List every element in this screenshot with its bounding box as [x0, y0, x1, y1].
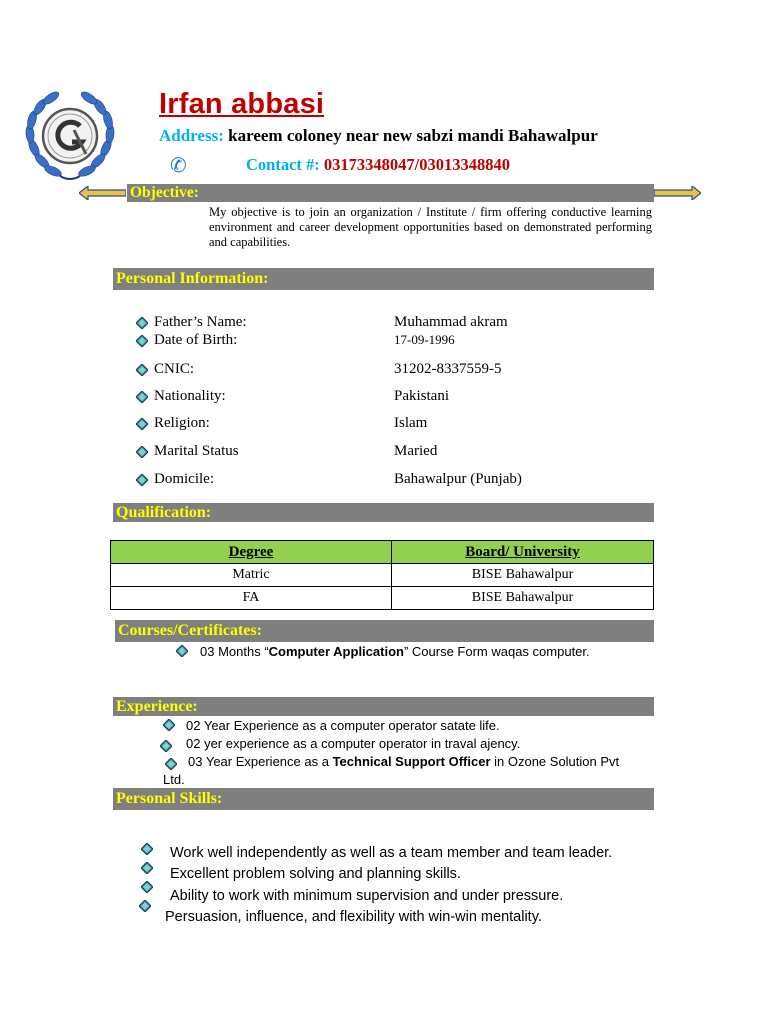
course-item-post: ” Course Form waqas computer. [403, 644, 590, 659]
contact-label: Contact #: [246, 155, 320, 174]
personal-info-value: 31202-8337559-5 [394, 361, 502, 377]
personal-info-value: Islam [394, 415, 428, 431]
address-value: kareem coloney near new sabzi mandi Bahawalpur [228, 126, 598, 145]
diamond-bullet-icon [136, 446, 148, 458]
table-row [111, 587, 654, 610]
address-label: Address: [159, 126, 224, 145]
personal-info-label: Nationality: [154, 388, 226, 404]
personal-info-value: Maried [394, 443, 438, 459]
experience-item-pre: 03 Year Experience as a [188, 754, 333, 769]
section-objective: Objective: [127, 184, 654, 202]
diamond-bullet-icon [141, 843, 153, 855]
skill-item: Ability to work with minimum supervision and under pressure. [170, 888, 564, 904]
table-row [111, 564, 654, 587]
arrow-left-icon [79, 186, 126, 200]
section-personal-skills: Personal Skills: [113, 788, 654, 810]
personal-info-label: Domicile: [154, 471, 214, 487]
diamond-bullet-icon [165, 758, 177, 770]
cell-degree: Matric [111, 564, 392, 587]
diamond-bullet-icon [163, 719, 175, 731]
experience-item-cont: Ltd. [163, 772, 185, 787]
experience-item-bold: Technical Support Officer [332, 754, 491, 769]
experience-item: 02 yer experience as a computer operator in traval ajency. [186, 736, 521, 751]
candidate-name: Irfan abbasi [159, 88, 325, 120]
skill-item: Work well independently as well as a team member and team leader. [170, 845, 613, 861]
section-experience: Experience: [113, 697, 654, 716]
objective-text: My objective is to join an organization / Institute / firm offering conductive learning environment and career development opportunities based on demonstrated performing and capabilities. [209, 205, 652, 249]
laurel-logo-icon [20, 86, 120, 186]
diamond-bullet-icon [136, 418, 148, 430]
header-board: Board/ University [392, 541, 654, 564]
personal-info-value: Pakistani [394, 388, 449, 404]
diamond-bullet-icon [136, 317, 148, 329]
contact-value: 03173348047/03013348840 [323, 155, 510, 174]
personal-info-label: Marital Status [154, 443, 239, 459]
personal-info-label: CNIC: [154, 361, 195, 377]
diamond-bullet-icon [160, 740, 172, 752]
skill-item: Persuasion, influence, and flexibility with win-win mentality. [165, 909, 542, 925]
diamond-bullet-icon [141, 862, 153, 874]
table-header-row [111, 541, 654, 564]
qualification-table [110, 540, 654, 610]
cell-board: BISE Bahawalpur [392, 564, 654, 587]
diamond-bullet-icon [136, 391, 148, 403]
course-item [200, 644, 590, 659]
arrow-right-icon [654, 186, 701, 200]
contact-line [246, 155, 510, 175]
course-item-bold: Computer Application [268, 644, 404, 659]
experience-item: 02 Year Experience as a computer operator satate life. [186, 718, 500, 733]
section-personal-information: Personal Information: [113, 268, 654, 290]
personal-info-value: Bahawalpur (Punjab) [394, 471, 522, 487]
diamond-bullet-icon [136, 335, 148, 347]
personal-info-label: Religion: [154, 415, 210, 431]
personal-info-value: 17-09-1996 [394, 332, 455, 347]
cell-degree: FA [111, 587, 392, 610]
address-line [159, 126, 598, 146]
phone-icon: ✆ [170, 155, 187, 177]
skill-item: Excellent problem solving and planning skills. [170, 866, 461, 882]
personal-info-value: Muhammad akram [394, 314, 508, 330]
diamond-bullet-icon [141, 881, 153, 893]
diamond-bullet-icon [176, 645, 188, 657]
experience-item-post: in Ozone Solution Pvt [490, 754, 620, 769]
course-item-pre: 03 Months “ [200, 644, 269, 659]
section-qualification: Qualification: [113, 503, 654, 522]
diamond-bullet-icon [136, 474, 148, 486]
header-degree: Degree [111, 541, 392, 564]
diamond-bullet-icon [136, 364, 148, 376]
diamond-bullet-icon [139, 900, 151, 912]
cell-board: BISE Bahawalpur [392, 587, 654, 610]
personal-info-label: Father’s Name: [154, 314, 247, 330]
personal-info-label: Date of Birth: [154, 332, 238, 348]
experience-item [188, 754, 619, 769]
section-courses: Courses/Certificates: [115, 620, 654, 642]
